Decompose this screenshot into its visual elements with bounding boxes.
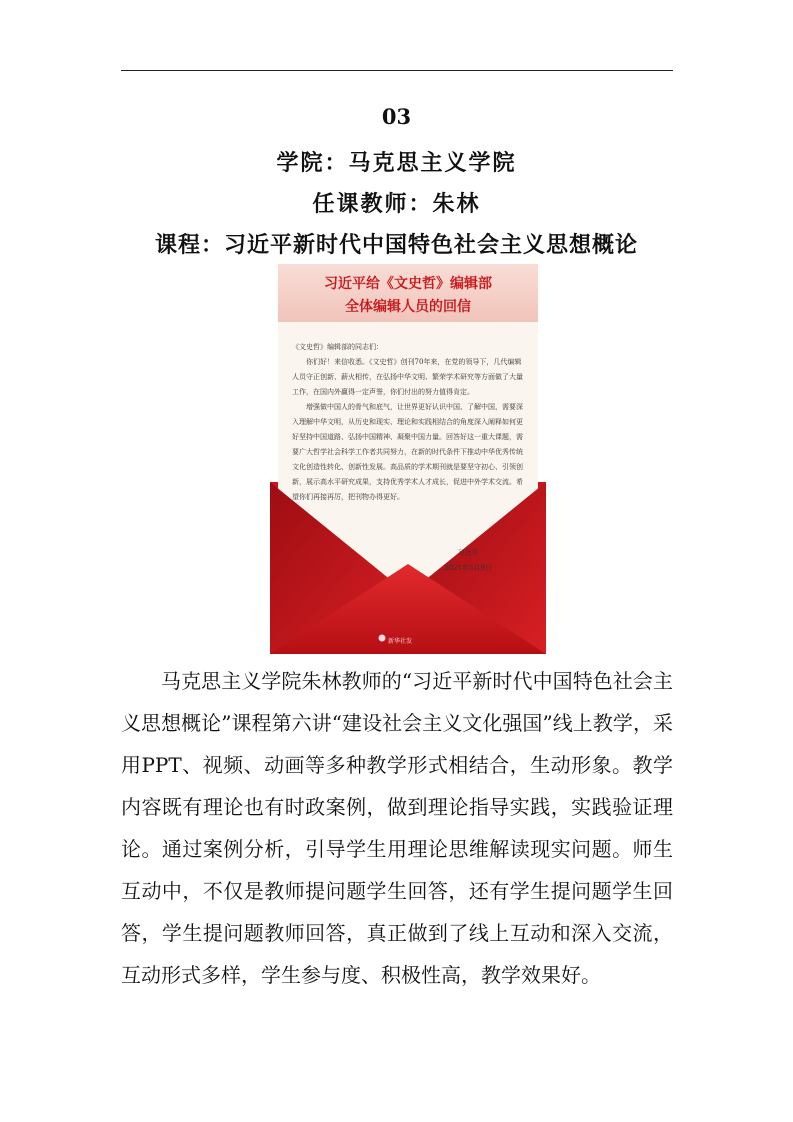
letter-body [292, 340, 526, 505]
body-text [121, 660, 673, 996]
source-logo: 新华社发 [388, 638, 413, 645]
letter-paragraph: 增强做中国人的骨气和底气，让世界更好认识中国、了解中国，需要深入理解中华文明，从历史和现实、理论和实践相结合的角度深入阐释如何更好坚持中国道路、弘扬中国精神、凝聚中国力量。回答好这一重大课题，需要广大哲学社会科学工作者共同努力，在新的时代条件下推动中华优秀传统文化创造性转化、创新性发展。高品质的学术期刊就是要坚守初心、引领创新，展示高水平研究成果，支持优秀学术人才成长，促进中外学术交流。希望你们再接再厉，把刊物办得更好。 [292, 403, 523, 501]
college-heading: 学院：马克思主义学院 [276, 151, 517, 176]
section-number: 03 [381, 104, 412, 129]
letter-title [278, 264, 538, 322]
letter-signature: 习近平 [457, 549, 479, 557]
letter-image [270, 264, 546, 654]
letter-date: 2021年5月9日 [444, 564, 492, 572]
letter-signature-block [418, 546, 518, 576]
course-heading: 课程：习近平新时代中国特色社会主义思想概论 [154, 233, 638, 258]
letter-salutation: 《文史哲》编辑部的同志们： [292, 343, 383, 351]
teacher-heading: 任课教师：朱林 [312, 192, 481, 217]
letter-title-line1: 习近平给《文史哲》编辑部 [324, 276, 492, 292]
letter-title-line2: 全体编辑人员的回信 [345, 299, 471, 315]
top-rule [121, 70, 673, 71]
letter-paragraph: 你们好！来信收悉。《文史哲》创刊70年来，在党的领导下，几代编辑人员守正创新、薪火相传，在弘扬中华文明、繁荣学术研究等方面做了大量工作，在国内外赢得一定声誉，你们付出的努力值得肯定。 [292, 358, 523, 396]
body-paragraph: 马克思主义学院朱林教师的“习近平新时代中国特色社会主义思想概论”课程第六讲“建设社会主义文化强国”线上教学，采用PPT、视频、动画等多种教学形式相结合，生动形象。教学内容既有理论也有时政案例，做到理论指导实践，实践验证理论。通过案例分析，引导学生用理论思维解读现实问题。师生互动中，不仅是教师提问题学生回答，还有学生提问题学生回答，学生提问题教师回答，真正做到了线上互动和深入交流，互动形式多样，学生参与度、积极性高，教学效果好。 [121, 669, 673, 987]
